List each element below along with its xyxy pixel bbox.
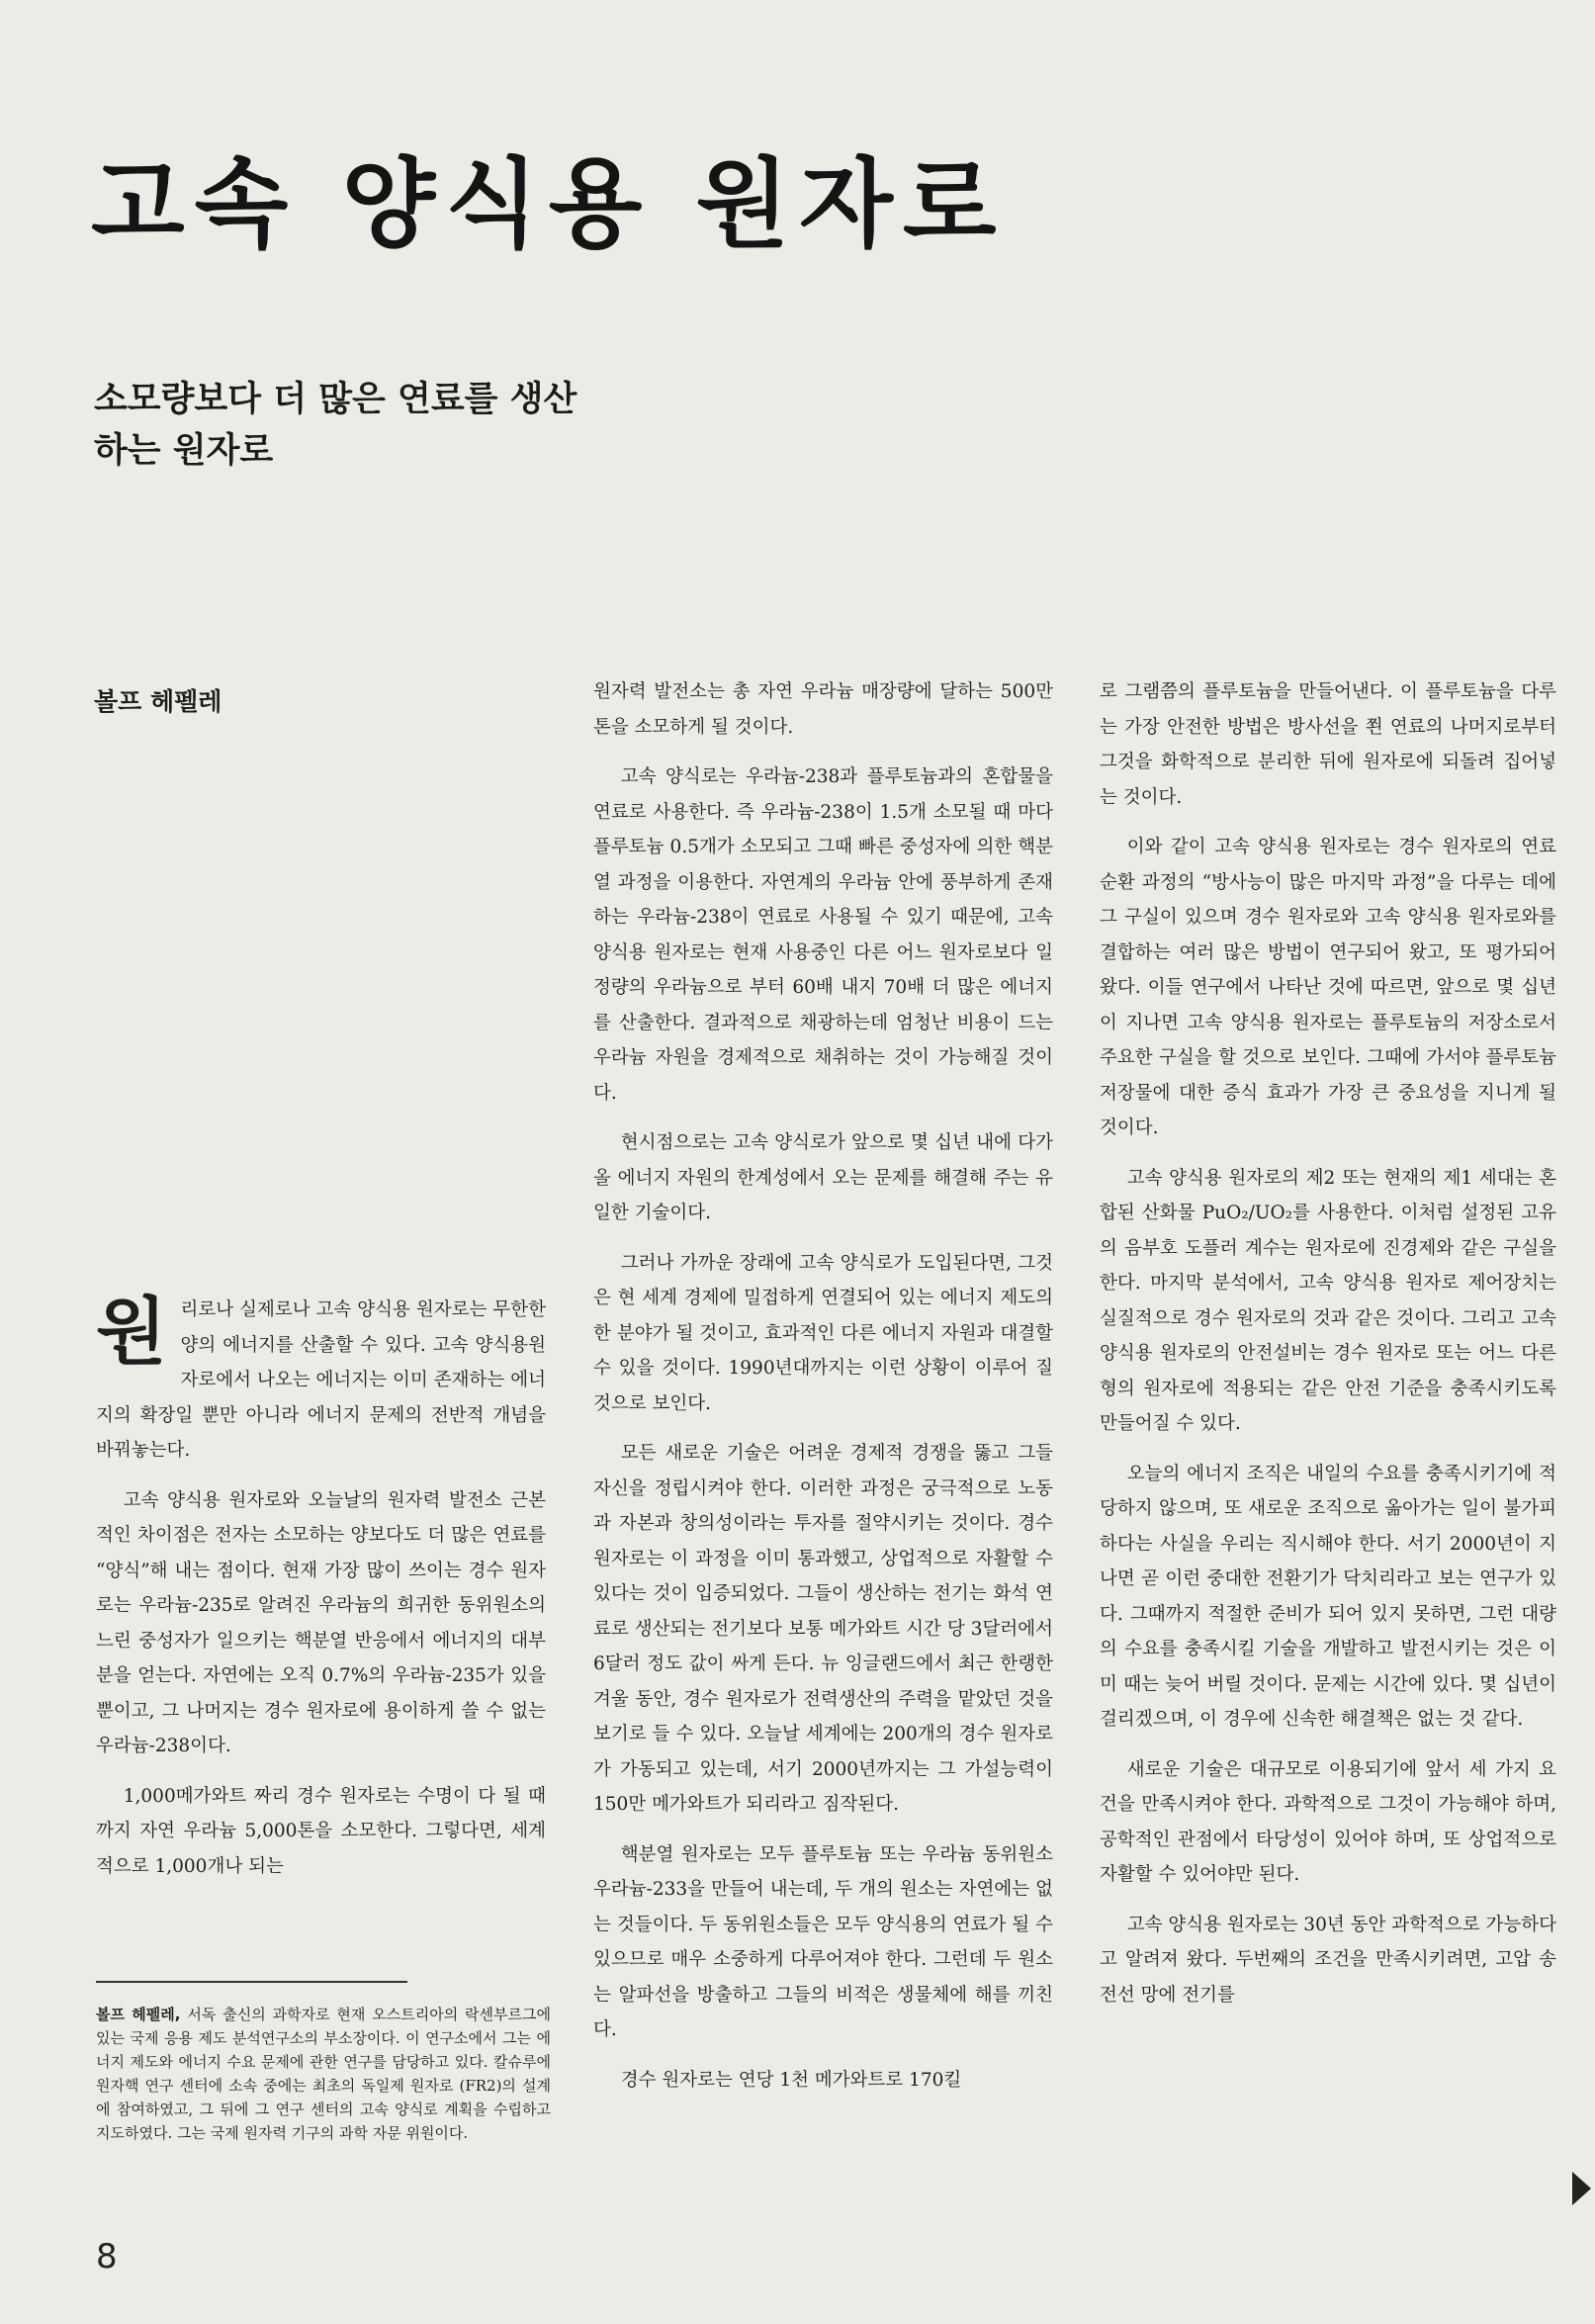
paragraph: 로 그램쯤의 플루토늄을 만들어낸다. 이 플루토늄을 다루는 가장 안전한 방법은 방사선을 쬔 연료의 나머지로부터 그것을 화학적으로 분리한 뒤에 원자로에 되돌려 집어넣는 것이다.: [1100, 681, 1556, 808]
paragraph: 고속 양식로는 우라늄-238과 플루토늄과의 혼합물을 연료로 사용한다. 즉 우라늄-238이 1.5개 소모될 때 마다 플루토늄 0.5개가 소모되고 그때 빠른 중성자에 의한 핵분열 과정을 이용한다. 자연계의 우라늄 안에 풍부하게 존재하는 우라늄-238이 연료로 사용될 수 있기 때문에, 고속 양식용 원자로는 현재 사용중인 다른 어느 원자로보다 일정량의 우라늄으로 부터 60배 내지 70배 더 많은 에너지를 산출한다. 결과적으로 채광하는데 엄청난 비용이 드는 우라늄 자원을 경제적으로 채취하는 것이 가능해질 것이다.: [593, 766, 1053, 1104]
paragraph: 경수 원자로는 연당 1천 메가와트로 170킬: [620, 2069, 962, 2091]
author-byline: 볼프 헤펠레: [94, 687, 222, 716]
article-title: 고속 양식용 원자로: [91, 148, 1007, 261]
article-subtitle: 소모량보다 더 많은 연료를 생산하는 원자로: [94, 380, 577, 471]
paragraph: 현시점으로는 고속 양식로가 앞으로 몇 십년 내에 다가올 에너지 자원의 한계성에서 오는 문제를 해결해 주는 유일한 기술이다.: [593, 1132, 1053, 1223]
paragraph: 원자력 발전소는 총 자연 우라늄 매장량에 달하는 500만톤을 소모하게 될 것이다.: [593, 681, 1053, 738]
paragraph: 새로운 기술은 대규모로 이용되기에 앞서 세 가지 요건을 만족시켜야 한다. 과학적으로 그것이 가능해야 하며, 공학적인 관점에서 타당성이 있어야 하며, 또 상업적으로 자활할 수 있어야만 된다.: [1100, 1758, 1556, 1885]
paragraph: 이와 같이 고속 양식용 원자로는 경수 원자로의 연료 순환 과정의 “방사능이 많은 마지막 과정”을 다루는 데에 그 구실이 있으며 경수 원자로와 고속 양식용 원자로와를 결합하는 여러 많은 방법이 연구되어 왔고, 또 평가되어 왔다. 이들 연구에서 나타난 것에 따르면, 앞으로 몇 십년이 지나면 고속 양식용 원자로는 플루토늄의 저장소로서 주요한 구실을 할 것으로 보인다. 그때에 가서야 플루토늄 저장물에 대한 증식 효과가 가장 큰 중요성을 지니게 될 것이다.: [1100, 837, 1556, 1138]
author-footnote: [96, 2003, 551, 2145]
continue-arrow-icon: [1572, 2172, 1591, 2205]
page-number: 8: [96, 2237, 118, 2277]
paragraph: 1,000메가와트 짜리 경수 원자로는 수명이 다 될 때까지 자연 우라늄 5,000톤을 소모한다. 그렇다면, 세계적으로 1,000개나 되는: [96, 1785, 546, 1877]
footnote-text: 서독 출신의 과학자로 현재 오스트리아의 락센부르그에 있는 국제 응용 제도 분석연구소의 부소장이다. 이 연구소에서 그는 에너지 제도와 에너지 수요 문제에 관한 연구를 담당하고 있다. 칼슈루에 원자핵 연구 센터에 소속 중에는 최초의 독일제 원자로 (FR2)의 설계에 참여하였고, 그 뒤에 그 연구 센터의 고속 양식로 계획을 수립하고 지도하였다. 그는 국제 원자력 기구의 과학 자문 위원이다.: [96, 2006, 551, 2142]
column-3: [1100, 674, 1556, 2027]
footnote-divider: [96, 1981, 407, 1983]
paragraph: 고속 양식용 원자로는 30년 동안 과학적으로 가능하다고 알려져 왔다. 두번째의 조건을 만족시키려면, 고압 송전선 망에 전기를: [1100, 1914, 1556, 2006]
column-1: [96, 1290, 546, 1899]
paragraph: 오늘의 에너지 조직은 내일의 수요를 충족시키기에 적당하지 않으며, 또 새로운 조직으로 옮아가는 일이 불가피하다는 사실을 우리는 직시해야 한다. 서기 2000년이 지나면 곧 이런 중대한 전환기가 닥치리라고 보는 연구가 있다. 그때까지 적절한 준비가 되어 있지 못하면, 그런 대량의 수요를 충족시킬 기술을 개발하고 발전시키는 것은 이미 때는 늦어 버릴 것이다. 문제는 시간에 있다. 몇 십년이 걸리겠으며, 이 경우에 신속한 해결책은 없는 것 같다.: [1100, 1463, 1556, 1730]
lead-paragraph: [96, 1290, 546, 1469]
paragraph: 그러나 가까운 장래에 고속 양식로가 도입된다면, 그것은 현 세계 경제에 밀접하게 연결되어 있는 에너지 제도의 한 분야가 될 것이고, 효과적인 다른 에너지 자원과 대결할 수 있을 것이다. 1990년대까지는 이런 상황이 이루어 질 것으로 보인다.: [593, 1252, 1053, 1414]
paragraph: 모든 새로운 기술은 어려운 경제적 경쟁을 뚫고 그들 자신을 정립시켜야 한다. 이러한 과정은 궁극적으로 노동과 자본과 창의성이라는 투자를 절약시키는 것이다. 경수 원자로는 이 과정을 이미 통과했고, 상업적으로 자활할 수 있다는 것이 입증되었다. 그들이 생산하는 전기는 화석 연료로 생산되는 전기보다 보통 메가와트 시간 당 3달러에서 6달러 정도 값이 싸게 든다. 뉴 잉글랜드에서 최근 한랭한 겨울 동안, 경수 원자로가 전력생산의 주력을 맡았던 것을 보기로 들 수 있다. 오늘날 세계에는 200개의 경수 원자로가 가동되고 있는데, 서기 2000년까지는 그 가설능력이 150만 메가와트가 되리라고 짐작된다.: [593, 1443, 1053, 1815]
drop-cap: 원: [96, 1290, 167, 1375]
footnote-author-name: 볼프 헤펠레,: [96, 2006, 181, 2023]
paragraph: 고속 양식용 원자로의 제2 또는 현재의 제1 세대는 혼합된 산화물 PuO₂/UO₂를 사용한다. 이처럼 설정된 고유의 음부호 도플러 계수는 원자로에 진경제와 같은 구실을 한다. 마지막 분석에서, 고속 양식용 원자로 제어장치는 실질적으로 경수 원자로의 것과 같은 것이다. 그리고 고속 양식용 원자로의 안전설비는 경수 원자로 또는 어느 다른 형의 원자로에 적용되는 같은 안전 기준을 충족시키도록 만들어질 수 있다.: [1100, 1167, 1556, 1434]
lead-text: 리로나 실제로나 고속 양식용 원자로는 무한한 양의 에너지를 산출할 수 있다. 고속 양식용원자로에서 나오는 에너지는 이미 존재하는 에너지의 확장일 뿐만 아니라 에너지 문제의 전반적 개념을 바꿔놓는다.: [96, 1299, 546, 1461]
paragraph: 고속 양식용 원자로와 오늘날의 원자력 발전소 근본적인 차이점은 전자는 소모하는 양보다도 더 많은 연료를 “양식”해 내는 점이다. 현재 가장 많이 쓰이는 경수 원자로는 우라늄-235로 알려진 우라늄의 희귀한 동위원소의 느린 중성자가 일으키는 핵분열 반응에서 에너지의 대부분을 얻는다. 자연에는 오직 0.7%의 우라늄-235가 있을 뿐이고, 그 나머지는 경수 원자로에 용이하게 쓸 수 없는 우라늄-238이다.: [96, 1489, 546, 1756]
column-2: [593, 674, 1053, 2112]
paragraph: 핵분열 원자로는 모두 플루토늄 또는 우라늄 동위원소 우라늄-233을 만들어 내는데, 두 개의 원소는 자연에는 없는 것들이다. 두 동위원소들은 모두 양식용의 연료가 될 수 있으므로 매우 소중하게 다루어져야 한다. 그런데 두 원소는 알파선을 방출하고 그들의 비적은 생물체에 해를 끼친다.: [593, 1843, 1053, 2040]
